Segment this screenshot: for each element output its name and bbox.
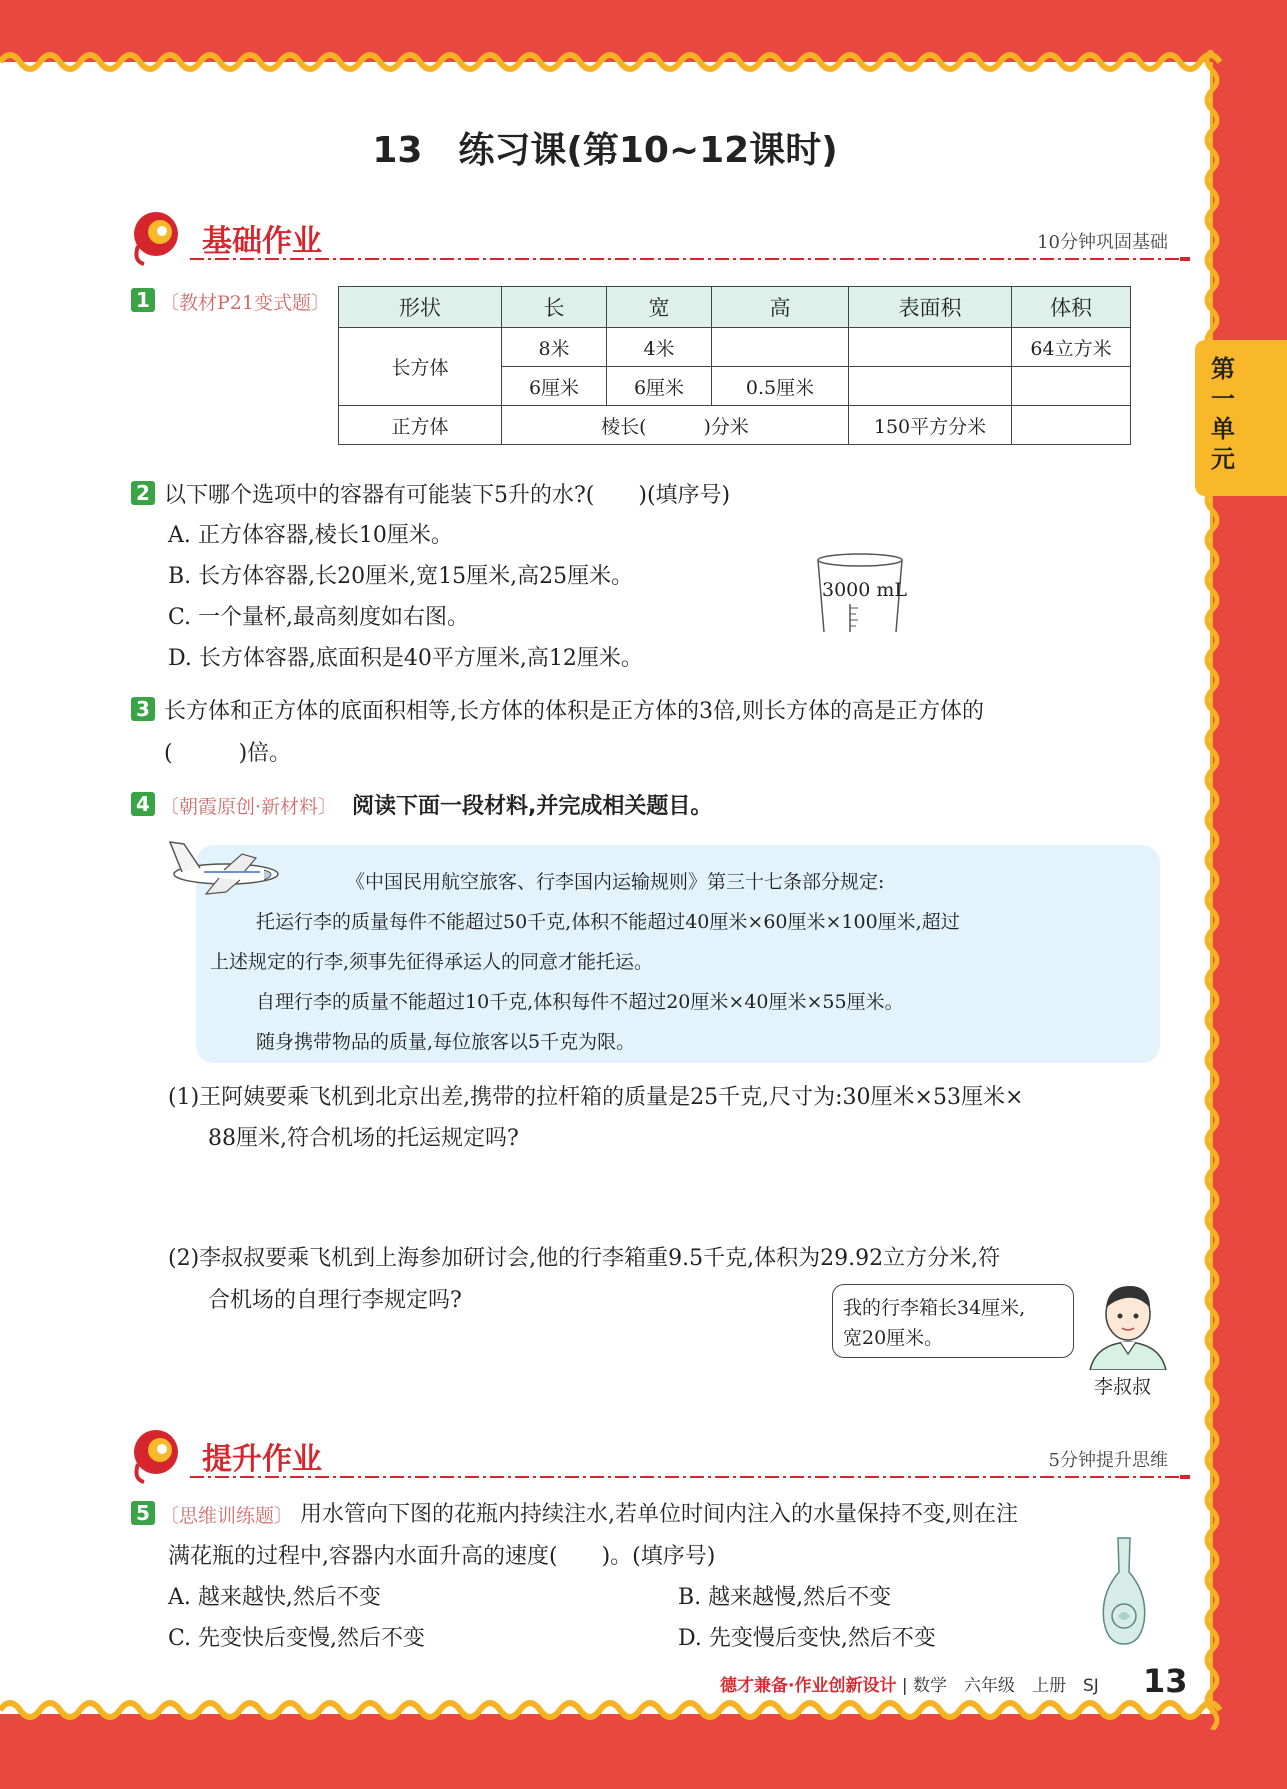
right-wave-border bbox=[1200, 50, 1230, 1730]
flower-icon bbox=[128, 206, 188, 266]
table-cell-blank[interactable] bbox=[849, 328, 1012, 367]
table-cell-edge[interactable]: 棱长( )分米 bbox=[502, 406, 849, 445]
section-basic-title: 基础作业 bbox=[202, 224, 322, 259]
page-title: 13 练习课(第10~12课时) bbox=[372, 130, 838, 171]
table-header: 表面积 bbox=[849, 287, 1012, 328]
regulation-line: 随身携带物品的质量,每位旅客以5千克为限。 bbox=[256, 1031, 636, 1053]
table-row-label: 正方体 bbox=[339, 406, 502, 445]
man-avatar-icon bbox=[1086, 1278, 1170, 1370]
bottom-wave-border bbox=[0, 1692, 1287, 1732]
table-cell-blank[interactable] bbox=[849, 367, 1012, 406]
top-wave-border bbox=[0, 44, 1287, 84]
bubble-line: 宽20厘米。 bbox=[843, 1327, 944, 1349]
question-5-option: A. 越来越快,然后不变 bbox=[168, 1585, 381, 1610]
airplane-icon bbox=[164, 832, 282, 896]
table-cell-blank[interactable] bbox=[712, 328, 849, 367]
regulation-line: 自理行李的质量不能超过10千克,体积每件不超过20厘米×40厘米×55厘米。 bbox=[256, 991, 904, 1013]
question-2-option: D. 长方体容器,底面积是40平方厘米,高12厘米。 bbox=[168, 646, 643, 671]
section-advanced-title: 提升作业 bbox=[202, 1442, 322, 1477]
table-header: 长 bbox=[502, 287, 607, 328]
table-cell: 150平方分米 bbox=[849, 406, 1012, 445]
table-cell: 6厘米 bbox=[502, 367, 607, 406]
section-advanced-header bbox=[128, 1424, 1168, 1484]
question-4-tag: 〔朝霞原创·新材料〕 bbox=[160, 796, 338, 818]
question-5-line: 用水管向下图的花瓶内持续注水,若单位时间内注入的水量保持不变,则在注 bbox=[300, 1502, 1018, 1527]
section-basic-header bbox=[128, 206, 1168, 266]
unit-tab[interactable] bbox=[1195, 340, 1287, 496]
footer-info: | 数学 六年级 上册 SJ bbox=[901, 1676, 1099, 1696]
table-header: 体积 bbox=[1012, 287, 1131, 328]
table-cell: 4米 bbox=[607, 328, 712, 367]
question-1-number: 1 bbox=[131, 288, 155, 312]
table-header: 宽 bbox=[607, 287, 712, 328]
question-4-part-1: (1)王阿姨要乘飞机到北京出差,携带的拉杆箱的质量是25千克,尺寸为:30厘米×53厘米× bbox=[168, 1085, 1024, 1110]
question-5-number: 5 bbox=[131, 1501, 155, 1525]
question-2-option: C. 一个量杯,最高刻度如右图。 bbox=[168, 605, 470, 630]
section-divider bbox=[190, 257, 1190, 261]
regulation-line: 托运行李的质量每件不能超过50千克,体积不能超过40厘米×60厘米×100厘米,超过 bbox=[256, 911, 960, 933]
question-4-stem: 阅读下面一段材料,并完成相关题目。 bbox=[352, 794, 713, 819]
table-cell-blank[interactable] bbox=[1012, 406, 1131, 445]
speech-bubble bbox=[832, 1284, 1074, 1358]
question-2-stem: 以下哪个选项中的容器有可能装下5升的水?( )(填序号) bbox=[164, 483, 731, 508]
table-cell: 0.5厘米 bbox=[712, 367, 849, 406]
question-4-part-2: 合机场的自理行李规定吗? bbox=[208, 1288, 462, 1313]
page-number: 13 bbox=[1143, 1662, 1188, 1700]
measuring-cup-icon bbox=[810, 552, 910, 636]
question-2-option: A. 正方体容器,棱长10厘米。 bbox=[168, 523, 453, 548]
question-3-line: 长方体和正方体的底面积相等,长方体的体积是正方体的3倍,则长方体的高是正方体的 bbox=[164, 699, 984, 724]
question-3-line: ( )倍。 bbox=[164, 741, 292, 766]
flower-icon bbox=[128, 1424, 188, 1484]
question-4-part-2: (2)李叔叔要乘飞机到上海参加研讨会,他的行李箱重9.5千克,体积为29.92立方分米,符 bbox=[168, 1246, 1001, 1271]
section-divider bbox=[190, 1475, 1190, 1479]
table-header: 高 bbox=[712, 287, 849, 328]
regulation-box bbox=[196, 845, 1160, 1063]
section-basic-note: 10分钟巩固基础 bbox=[1037, 232, 1168, 253]
regulation-line: 《中国民用航空旅客、行李国内运输规则》第三十七条部分规定: bbox=[346, 871, 885, 893]
question-1-tag: 〔教材P21变式题〕 bbox=[160, 292, 330, 314]
table-row-label: 长方体 bbox=[339, 328, 502, 406]
question-1-table bbox=[338, 286, 1131, 445]
table-cell: 6厘米 bbox=[607, 367, 712, 406]
person-label: 李叔叔 bbox=[1094, 1376, 1152, 1398]
question-5-option: C. 先变快后变慢,然后不变 bbox=[168, 1626, 426, 1651]
question-5-option: D. 先变慢后变快,然后不变 bbox=[678, 1626, 936, 1651]
table-header: 形状 bbox=[339, 287, 502, 328]
section-advanced-note: 5分钟提升思维 bbox=[1048, 1450, 1168, 1471]
question-5-option: B. 越来越慢,然后不变 bbox=[678, 1585, 892, 1610]
page-footer bbox=[720, 1671, 1099, 1696]
bubble-line: 我的行李箱长34厘米, bbox=[843, 1297, 1026, 1319]
footer-brand: 德才兼备·作业创新设计 bbox=[720, 1676, 897, 1696]
question-4-part-1: 88厘米,符合机场的托运规定吗? bbox=[208, 1126, 519, 1151]
question-4-number: 4 bbox=[131, 792, 155, 816]
question-2-option: B. 长方体容器,长20厘米,宽15厘米,高25厘米。 bbox=[168, 564, 634, 589]
question-3-number: 3 bbox=[131, 697, 155, 721]
table-cell: 64立方米 bbox=[1012, 328, 1131, 367]
regulation-line: 上述规定的行李,须事先征得承运人的同意才能托运。 bbox=[210, 951, 654, 973]
vase-icon bbox=[1096, 1536, 1152, 1648]
table-cell-blank[interactable] bbox=[1012, 367, 1131, 406]
table-cell: 8米 bbox=[502, 328, 607, 367]
question-5-line: 满花瓶的过程中,容器内水面升高的速度( )。(填序号) bbox=[168, 1544, 716, 1569]
unit-tab-label: 第一单元 bbox=[1211, 355, 1235, 473]
question-2-number: 2 bbox=[131, 481, 155, 505]
question-5-tag: 〔思维训练题〕 bbox=[160, 1505, 294, 1527]
cup-label: 3000 mL bbox=[822, 579, 908, 601]
